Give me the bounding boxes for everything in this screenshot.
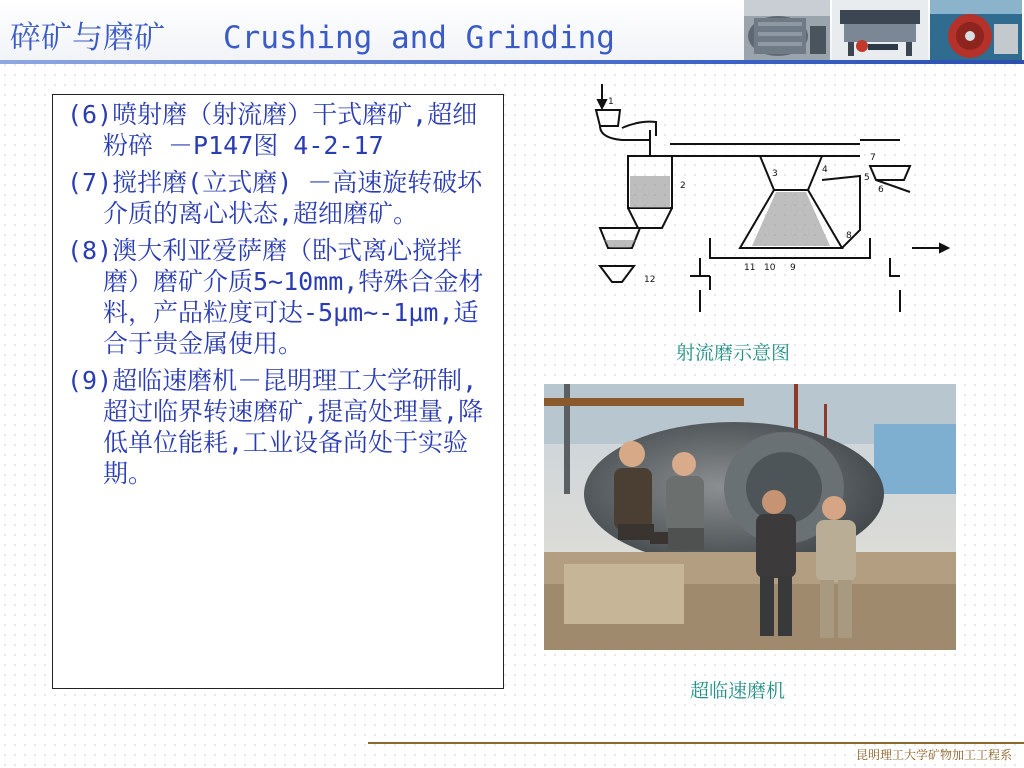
- slide-header: [0, 0, 1024, 62]
- list-item: (6)喷射磨（射流磨）干式磨矿,超细粉碎 －P147图 4-2-17: [67, 100, 478, 160]
- diagram-label: 1: [608, 97, 614, 107]
- footer-rule: [368, 742, 1024, 744]
- list-item: (8)澳大利亚爱萨磨（卧式离心搅拌磨）磨矿介质5~10mm,特殊合金材料，产品粒度可达-5μm~-1μm,适合于贵金属使用。: [67, 236, 484, 358]
- diagram-label: 4: [822, 165, 828, 175]
- grinding-methods-list: [53, 95, 503, 489]
- diagram-label: 12: [644, 275, 656, 285]
- diagram-label: 7: [870, 153, 876, 163]
- ball-mill-thumbnail: [744, 0, 830, 60]
- list-item: (9)超临速磨机－昆明理工大学研制,超过临界转速磨矿,提高处理量,降低单位能耗,工业设备尚处于实验期。: [67, 366, 484, 488]
- title-english: Crushing and Grinding: [223, 20, 615, 56]
- diagram-label: 9: [790, 263, 796, 273]
- diagram-label: 2: [680, 181, 686, 191]
- slide-title: [10, 12, 615, 57]
- diagram-label: 5: [864, 173, 870, 183]
- grinding-mill-thumbnail: [930, 0, 1022, 60]
- super-critical-mill-photo: [544, 384, 956, 650]
- footer-org: 昆明理工大学矿物加工工程系: [855, 748, 1012, 762]
- header-thumbnails: [744, 0, 1022, 60]
- diagram-label: 3: [772, 169, 778, 179]
- diagram-label: 11: [744, 263, 756, 273]
- diagram-label: 8: [846, 231, 852, 241]
- title-chinese: 碎矿与磨矿: [10, 20, 165, 56]
- content-box: [52, 94, 504, 689]
- list-item: (7)搅拌磨(立式磨) －高速旋转破坏介质的离心状态,超细磨矿。: [67, 168, 483, 228]
- header-rule: [0, 60, 1024, 64]
- jet-mill-diagram: [560, 80, 950, 320]
- super-critical-mill-caption: 超临速磨机: [690, 680, 786, 702]
- diagram-label: 6: [878, 185, 884, 195]
- jet-mill-caption: 射流磨示意图: [676, 342, 791, 364]
- flotation-machine-thumbnail: [832, 0, 928, 60]
- diagram-label: 10: [764, 263, 776, 273]
